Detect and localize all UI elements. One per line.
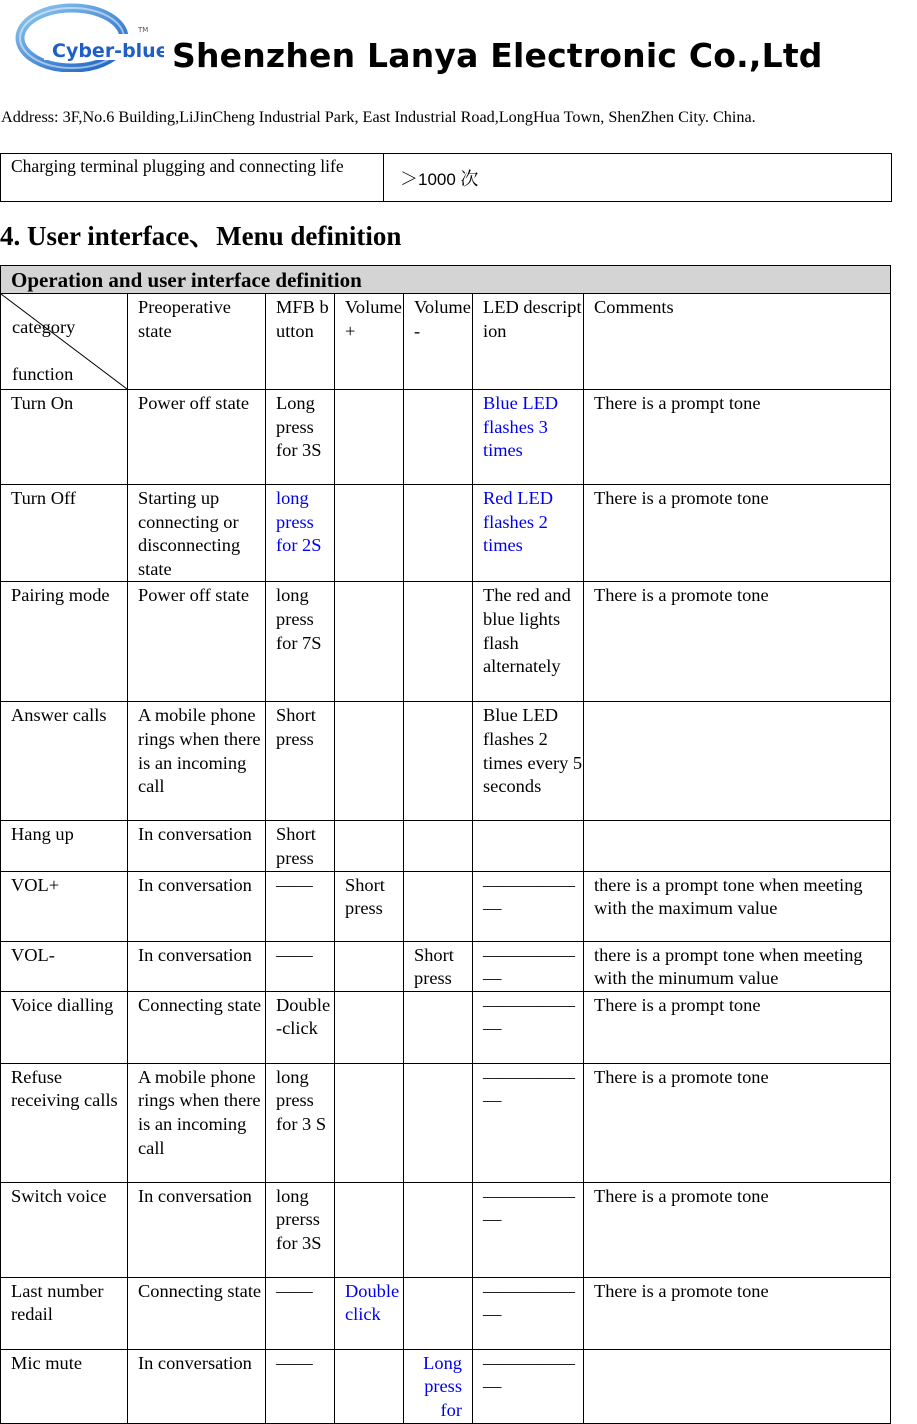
cell-vol-up: Short press xyxy=(335,871,404,941)
cell-led: Blue LED flashes 2 times every 5 seconds xyxy=(473,702,584,821)
cell-state: In conversation xyxy=(128,871,266,941)
cell-mfb: Short press xyxy=(266,702,335,821)
table-row xyxy=(1,390,891,485)
cell-comments xyxy=(584,1349,891,1423)
cell-mfb: long press for 2S xyxy=(266,485,335,582)
cell-vol-up xyxy=(335,991,404,1063)
table-row xyxy=(1,702,891,821)
cell-mfb: —— xyxy=(266,941,335,991)
cell-led: —————— xyxy=(473,1349,584,1423)
company-logo xyxy=(14,2,164,72)
menu-definition-table xyxy=(0,265,891,1424)
cell-vol-up xyxy=(335,941,404,991)
cell-mfb: Double-click xyxy=(266,991,335,1063)
spec-label: Charging terminal plugging and connecting life xyxy=(1,154,384,201)
cell-mfb: —— xyxy=(266,871,335,941)
cell-function: Voice dialling xyxy=(1,991,128,1063)
section-heading: 4. User interface、Menu definition xyxy=(0,221,402,251)
spec-row xyxy=(0,153,892,202)
table-row xyxy=(1,582,891,702)
header-mfb: MFB button xyxy=(266,294,335,390)
cell-vol-down xyxy=(404,1063,473,1182)
spec-value: ＞1000 次 xyxy=(400,169,479,189)
cell-function: Turn Off xyxy=(1,485,128,582)
cell-vol-up xyxy=(335,582,404,702)
header-led: LED description xyxy=(473,294,584,390)
cell-led: —————— xyxy=(473,991,584,1063)
table-title: Operation and user interface definition xyxy=(1,266,891,294)
svg-text:Cyber-blue: Cyber-blue xyxy=(52,40,164,62)
cell-comments: There is a promote tone xyxy=(584,582,891,702)
corner-category: category xyxy=(12,317,76,337)
cell-vol-down xyxy=(404,1182,473,1277)
cell-state: Starting up connecting or disconnecting state xyxy=(128,485,266,582)
cell-state: Connecting state xyxy=(128,991,266,1063)
cell-function: VOL- xyxy=(1,941,128,991)
cell-vol-up xyxy=(335,821,404,871)
header-vol-up: Volume+ xyxy=(335,294,404,390)
cell-state: In conversation xyxy=(128,941,266,991)
cell-state: Power off state xyxy=(128,582,266,702)
cell-function: Hang up xyxy=(1,821,128,871)
cell-vol-down xyxy=(404,582,473,702)
table-row xyxy=(1,1277,891,1349)
cell-mfb: long press for 3 S xyxy=(266,1063,335,1182)
cell-vol-up xyxy=(335,1182,404,1277)
cell-vol-down xyxy=(404,390,473,485)
corner-function: function xyxy=(12,364,74,384)
cell-led: —————— xyxy=(473,1277,584,1349)
header-state: Preoperative state xyxy=(128,294,266,390)
cell-comments: There is a prompt tone xyxy=(584,390,891,485)
cell-comments: There is a promote tone xyxy=(584,1277,891,1349)
table-row xyxy=(1,991,891,1063)
cell-vol-up xyxy=(335,390,404,485)
cell-function: Pairing mode xyxy=(1,582,128,702)
table-row xyxy=(1,941,891,991)
cell-comments: there is a prompt tone when meeting with the maximum value xyxy=(584,871,891,941)
cell-function: Mic mute xyxy=(1,1349,128,1423)
cell-state: A mobile phone rings when there is an incoming call xyxy=(128,702,266,821)
cell-function: Refuse receiving calls xyxy=(1,1063,128,1182)
cell-vol-down xyxy=(404,821,473,871)
table-row xyxy=(1,821,891,871)
cell-function: VOL+ xyxy=(1,871,128,941)
cell-vol-down xyxy=(404,1277,473,1349)
cell-comments: there is a prompt tone when meeting with the minumum value xyxy=(584,941,891,991)
cell-comments: There is a promote tone xyxy=(584,1063,891,1182)
header-vol-down: Volume- xyxy=(404,294,473,390)
cell-vol-down xyxy=(404,702,473,821)
cell-led: —————— xyxy=(473,1182,584,1277)
table-row xyxy=(1,1182,891,1277)
company-name: Shenzhen Lanya Electronic Co.,Ltd xyxy=(172,36,823,75)
cell-led: —————— xyxy=(473,1063,584,1182)
corner-header xyxy=(1,294,128,390)
svg-text:TM: TM xyxy=(138,26,149,34)
cell-led: The red and blue lights flash alternately xyxy=(473,582,584,702)
cell-state: Power off state xyxy=(128,390,266,485)
table-row xyxy=(1,871,891,941)
cell-comments xyxy=(584,821,891,871)
cell-vol-up xyxy=(335,485,404,582)
cell-led: Blue LED flashes 3 times xyxy=(473,390,584,485)
cell-comments: There is a promote tone xyxy=(584,1182,891,1277)
cell-state: In conversation xyxy=(128,1349,266,1423)
table-row xyxy=(1,1063,891,1182)
cell-mfb: long press for 7S xyxy=(266,582,335,702)
cell-comments xyxy=(584,702,891,821)
cell-led: —————— xyxy=(473,941,584,991)
cell-function: Switch voice xyxy=(1,1182,128,1277)
cell-led: —————— xyxy=(473,871,584,941)
cell-mfb: Short press xyxy=(266,821,335,871)
cell-vol-down xyxy=(404,485,473,582)
cell-mfb: Long press for 3S xyxy=(266,390,335,485)
header-comments: Comments xyxy=(584,294,891,390)
cell-mfb: long prerss for 3S xyxy=(266,1182,335,1277)
cell-mfb: —— xyxy=(266,1277,335,1349)
cell-mfb: —— xyxy=(266,1349,335,1423)
cell-vol-down xyxy=(404,991,473,1063)
cell-state: In conversation xyxy=(128,1182,266,1277)
cell-function: Turn On xyxy=(1,390,128,485)
cell-vol-up: Double click xyxy=(335,1277,404,1349)
cell-vol-down: Long press for xyxy=(404,1349,473,1423)
table-row xyxy=(1,1349,891,1423)
cell-comments: There is a promote tone xyxy=(584,485,891,582)
cell-function: Answer calls xyxy=(1,702,128,821)
cell-vol-up xyxy=(335,1063,404,1182)
cell-function: Last number redail xyxy=(1,1277,128,1349)
company-address: Address: 3F,No.6 Building,LiJinCheng Industrial Park, East Industrial Road,LongHua Town, ShenZhen City. China. xyxy=(1,108,756,126)
cell-state: In conversation xyxy=(128,821,266,871)
cell-vol-down xyxy=(404,871,473,941)
cell-state: Connecting state xyxy=(128,1277,266,1349)
cell-comments: There is a prompt tone xyxy=(584,991,891,1063)
cell-vol-up xyxy=(335,1349,404,1423)
cell-led: Red LED flashes 2 times xyxy=(473,485,584,582)
cell-state: A mobile phone rings when there is an incoming call xyxy=(128,1063,266,1182)
table-row xyxy=(1,485,891,582)
cell-vol-up xyxy=(335,702,404,821)
cell-led xyxy=(473,821,584,871)
cell-vol-down: Short press xyxy=(404,941,473,991)
